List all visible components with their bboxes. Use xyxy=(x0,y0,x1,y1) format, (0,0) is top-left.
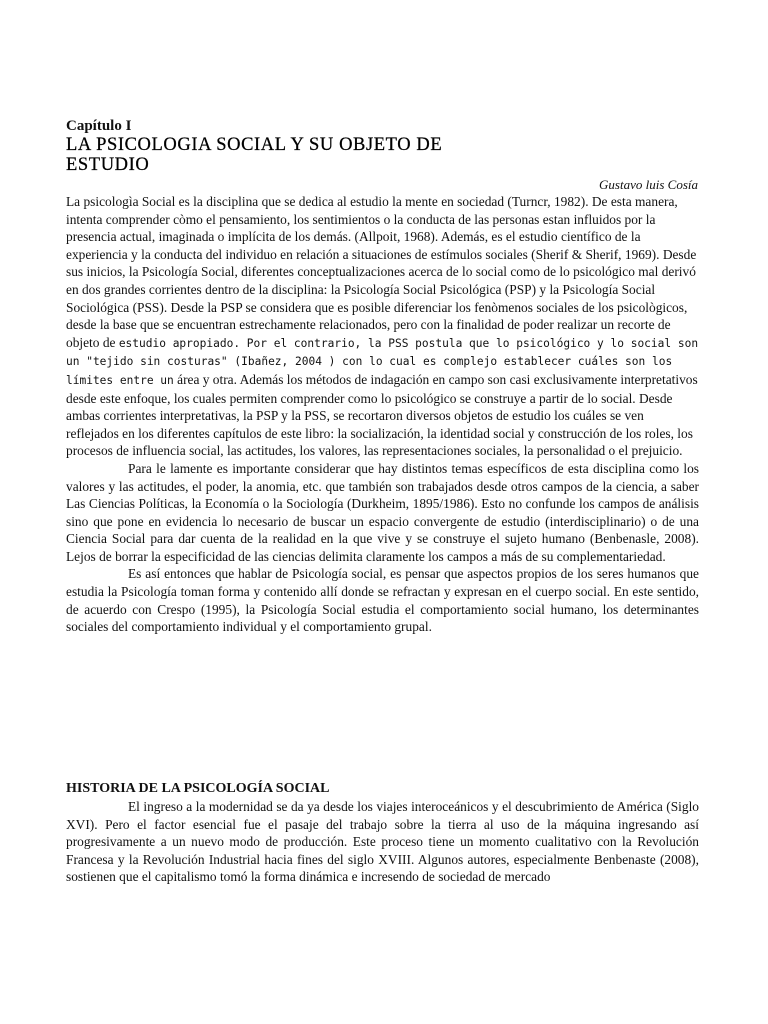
paragraph-interdisciplinary: Para le lamente es importante considerar que hay distintos temas específicos de esta disciplina como los valores y las actitudes, el poder, la anomia, etc. que también son trabajados desde otros campos de la ciencia, a saber Las Ciencias Políticas, la Economía o la Sociología (Durkheim, 1895/1986). Esto no confunde los campos de análisis sino que pone en evidencia lo necesario de buscar un espacio convergente de estudio (interdisciplinario) o de una Ciencia Social para dar cuenta de la realidad en la que vive y se construye el sujeto humano (Benbenasle, 2008). Lejos de borrar la especificidad de las ciencias delimita claramente los campos a más de su complementariedad. xyxy=(66,460,699,564)
paragraph-intro-end: área y otra. Además los métodos de indagación en campo son casi exclusivamente interpretativos desde este enfoque, los cuales permiten comprender como lo psicológico se construye a partir de lo social. Desde ambas corrientes interpretativas, la PSP y la PSS, se recortaron diversos objetos de estudio los cuáles se ven reflejados en los diferentes capítulos de este libro: la socialización, la identidad social y construcción de los roles, los procesos de influencia social, las actitudes, los valores, las representaciones sociales, la personalidad o el prejuicio. xyxy=(66,371,698,459)
paragraph-intro xyxy=(66,193,699,460)
paragraph-intro-mixed-font: estudio apropiado. Por el contrario, la PSS postula que lo psicológico y lo social son un "tejido sin costuras" (Ibañez, 2004 ) con lo cual es complejo establecer cuáles son los límites entre un xyxy=(66,336,699,387)
paragraph-history: El ingreso a la modernidad se da ya desde los viajes interoceánicos y el descubrimiento de América (Siglo XVI). Pero el factor esencial fue el pasaje del trabajo sobre la tierra al uso de la máquina ingresando así progresivamente a un nuevo modo de producción. Este proceso tiene un momento cualitativo con la Revolución Francesa y la Revolución Industrial hacia fines del siglo XVIII. Algunos autores, especialmente Benbenaste (2008), sostienen que el capitalismo tomó la forma dinámica e incresendo de sociedad de mercado xyxy=(66,799,699,885)
chapter-body xyxy=(66,193,699,636)
section-heading: HISTORIA DE LA PSICOLOGÍA SOCIAL xyxy=(66,781,330,796)
paragraph-definition: Es así entonces que hablar de Psicología social, es pensar que aspectos propios de los seres humanos que estudia la Psicología toman forma y contenido allí donde se refractan y expresan en el cuerpo social. En este sentido, de acuerdo con Crespo (1995), la Psicología Social estudia el comportamiento social humano, los determinantes sociales del comportamiento individual y el comportamiento grupal. xyxy=(66,566,699,635)
chapter-title: LA PSICOLOGIA SOCIAL Y SU OBJETO DE ESTUDIO xyxy=(66,135,443,175)
section-body xyxy=(66,798,699,886)
author-name: Gustavo luis Cosía xyxy=(599,177,698,192)
chapter-label: Capítulo I xyxy=(66,118,132,134)
paragraph-intro-start: La psicologìa Social es la disciplina que se dedica al estudio la mente en sociedad (Turncr, 1982). De esta manera, intenta comprender còmo el pensamiento, los sentimientos o la conducta de las personas estan influidos por la presencia actual, imaginada o implícita de los demás. (Allpoit, 1968). Además, es el estudio científico de la experiencia y la conducta del individuo en relación a situaciones de estímulos sociales (Sherif & Sherif, 1969). Desde sus inicios, la Psicología Social, diferentes conceptualizaciones acerca de lo social como de lo psicológico mal derivó en dos grandes corrientes dentro de la disciplina: la Psicología Social Psicológica (PSP) y la Psicología Social Sociológica (PSS). Desde la PSP se considera que es posible diferenciar los fenòmenos sociales de los psicològicos, desde la base que se encuentran estrechamente relacionados, pero con la finalidad de poder realizar un recorte de objeto de xyxy=(66,194,697,350)
